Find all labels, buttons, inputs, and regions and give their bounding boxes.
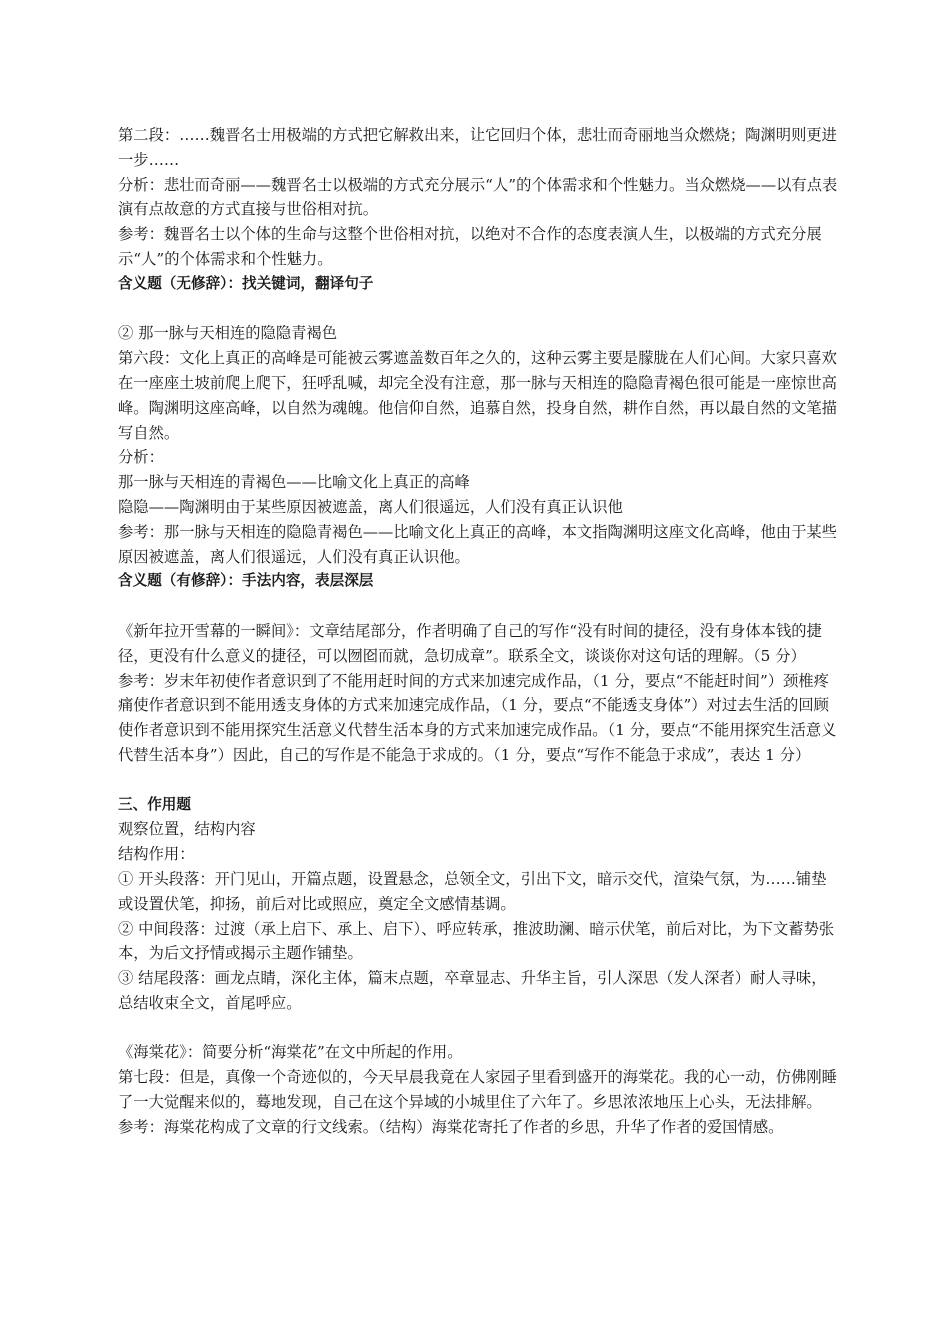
- question-text: 《海棠花》：简要分析“海棠花”在文中所起的作用。: [118, 1043, 463, 1062]
- subheading-text: 结构作用：: [118, 845, 195, 864]
- reference-answer: 参考：魏晋名士以个体的生命与这整个世俗相对抗，以绝对不合作的态度表演人生，以极端的方式充分展示“人”的个体需求和个性魅力。: [118, 225, 822, 268]
- reference-answer: 参考：海棠花构成了文章的行文线索。（结构）海棠花寄托了作者的乡思，升华了作者的爱国情感。: [118, 1117, 784, 1136]
- analysis-line: 隐隐——陶渊明由于某些原因被遮盖，离人们很遥远，人们没有真正认识他: [118, 497, 623, 516]
- question-text: 《新年拉开雪幕的一瞬间》：文章结尾部分，作者明确了自己的写作“没有时间的捷径，没有身体本钱的捷径，更没有什么意义的捷径，可以囫囵而就，急切成章”。联系全文，谈谈你对这句话的理解。（5 分）: [118, 621, 822, 665]
- section-heading: 含义题（无修辞）：找关键词，翻译句子: [118, 274, 374, 292]
- blank-line: [118, 594, 840, 619]
- method-text: 观察位置，结构内容: [118, 820, 256, 839]
- list-item: ① 开头段落：开门见山，开篇点题，设置悬念，总领全文，引出下文，暗示交代，渲染气氛，为……铺垫或设置伏笔，抑扬，前后对比或照应，奠定全文感情基调。: [118, 869, 827, 913]
- reference-answer: 参考：那一脉与天相连的隐隐青褐色——比喻文化上真正的高峰，本文指陶渊明这座文化高峰，他由于某些原因被遮盖，离人们很遥远，人们没有真正认识他。: [118, 522, 837, 566]
- analysis-label: 分析：: [118, 448, 164, 467]
- analysis-text: 分析：悲壮而奇丽——魏晋名士以极端的方式充分展示“人”的个体需求和个性魅力。当众燃烧——以有点表演有点故意的方式直接与世俗相对抗。: [118, 175, 838, 219]
- paragraph-6-quote: 第六段：文化上真正的高峰是可能被云雾遮盖数百年之久的，这种云雾主要是朦胧在人们心间。大家只喜欢在一座座土坡前爬上爬下，狂呼乱喊，却完全没有注意，那一脉与天相连的隐隐青褐色很可能是一座惊世高峰。陶渊明这座高峰，以自然为魂魄。他信仰自然，追慕自然，投身自然，耕作自然，再以最自然的文笔描写自然。: [118, 349, 837, 442]
- section-heading: 含义题（有修辞）：手法内容，表层深层: [118, 572, 374, 590]
- reference-answer: 参考：岁末年初使作者意识到了不能用赶时间的方式来加速完成作品，（1 分，要点“不能赶时间”）颈椎疼痛使作者意识到不能用透支身体的方式来加速完成作品，（1 分，要点“不能透支身体”）对过去生活的回顾使作者意识到不能用探究生活意义代替生活本身的方式来加速完成作品。（1 分，要点“不能用探究生活意义代替生活本身”）因此，自己的写作是不能急于求成的。（1 分，要点“写作不能急于求成”，表达 1 分）: [118, 671, 837, 764]
- section-heading: 三、作用题: [118, 795, 191, 813]
- blank-line: [118, 297, 840, 322]
- blank-line: [118, 1016, 840, 1041]
- analysis-line: 那一脉与天相连的青褐色——比喻文化上真正的高峰: [118, 473, 470, 492]
- document-body: [118, 123, 840, 1140]
- list-item: ③ 结尾段落：画龙点睛，深化主体，篇末点题，卒章显志、升华主旨，引人深思（发人深者）耐人寻味，总结收束全文，首尾呼应。: [118, 969, 827, 1012]
- blank-line: [118, 768, 840, 793]
- question-item: ② 那一脉与天相连的隐隐青褐色: [118, 324, 338, 343]
- paragraph-7-quote: 第七段：但是，真像一个奇迹似的，今天早晨我竟在人家园子里看到盛开的海棠花。我的心一动，仿佛刚睡了一大觉醒来似的，蓦地发现，自己在这个异域的小城里住了六年了。乡思浓浓地压上心头，无法排解。: [118, 1068, 837, 1112]
- list-item: ② 中间段落：过渡（承上启下、承上、启下）、呼应转承，推波助澜、暗示伏笔，前后对比，为下文蓄势张本，为后文抒情或揭示主题作铺垫。: [118, 919, 835, 963]
- paragraph-2-quote: 第二段：……魏晋名士用极端的方式把它解救出来，让它回归个体，悲壮而奇丽地当众燃烧；陶渊明则更进一步……: [118, 126, 837, 169]
